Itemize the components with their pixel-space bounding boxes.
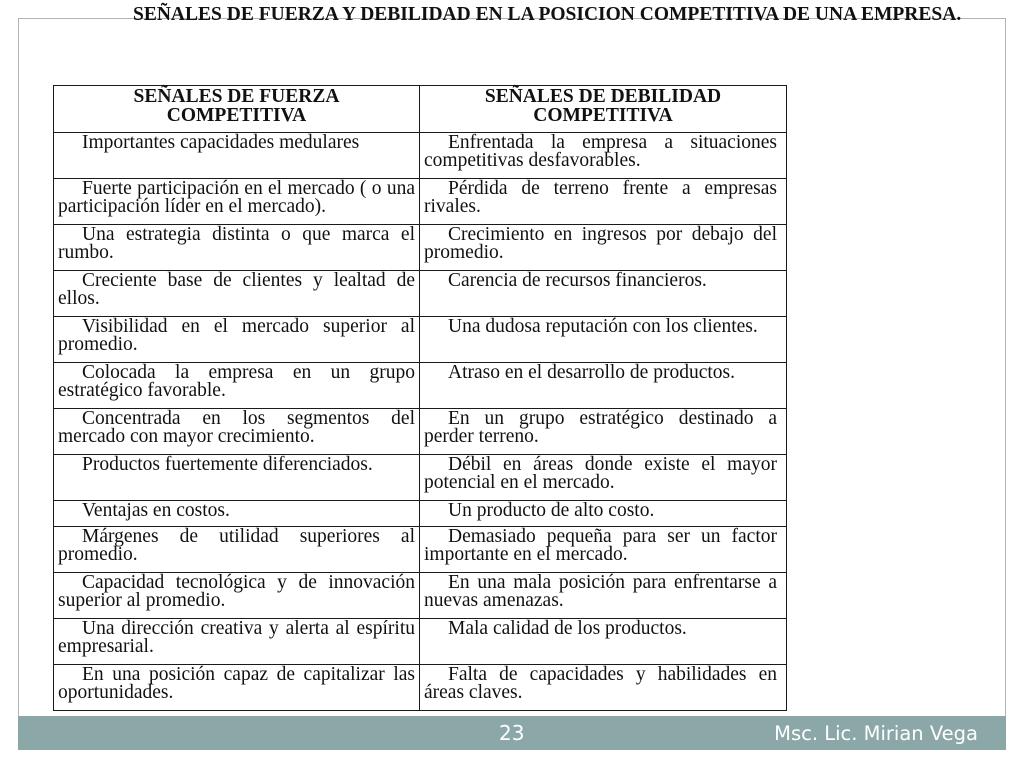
weakness-cell: En un grupo estratégico destinado a perder terreno.: [420, 409, 787, 455]
table-row: [54, 133, 787, 179]
weakness-cell: Mala calidad de los productos.: [420, 619, 787, 665]
strength-cell: Márgenes de utilidad superiores al promedio.: [54, 527, 420, 573]
table-row: [54, 527, 787, 573]
weakness-cell: Una dudosa reputación con los clientes.: [420, 317, 787, 363]
table-row: [54, 573, 787, 619]
table-row: [54, 665, 787, 711]
table-head: [54, 86, 787, 133]
table-header-row: [54, 86, 787, 133]
weaknesses-header: SEÑALES DE DEBILIDAD COMPETITIVA: [420, 86, 787, 133]
weakness-cell: Demasiado pequeña para ser un factor importante en el mercado.: [420, 527, 787, 573]
signals-table: [53, 85, 787, 711]
author-name: Msc. Lic. Mirian Vega: [774, 722, 978, 745]
table-row: [54, 271, 787, 317]
table-row: [54, 363, 787, 409]
weakness-cell: Débil en áreas donde existe el mayor potencial en el mercado.: [420, 455, 787, 501]
weakness-cell: En una mala posición para enfrentarse a nuevas amenazas.: [420, 573, 787, 619]
strength-cell: Visibilidad en el mercado superior al promedio.: [54, 317, 420, 363]
strength-cell: Colocada la empresa en un grupo estratégico favorable.: [54, 363, 420, 409]
footer-bar: [18, 716, 1006, 750]
table-row: [54, 619, 787, 665]
page-number: 23: [499, 721, 525, 745]
strengths-header: SEÑALES DE FUERZA COMPETITIVA: [54, 86, 420, 133]
weakness-cell: Falta de capacidades y habilidades en áreas claves.: [420, 665, 787, 711]
table-row: [54, 225, 787, 271]
strength-cell: Ventajas en costos.: [54, 501, 420, 527]
strength-cell: Importantes capacidades medulares: [54, 133, 420, 179]
weakness-cell: Atraso en el desarrollo de productos.: [420, 363, 787, 409]
table-row: [54, 317, 787, 363]
weakness-cell: Carencia de recursos financieros.: [420, 271, 787, 317]
strength-cell: Una estrategia distinta o que marca el rumbo.: [54, 225, 420, 271]
strength-cell: Creciente base de clientes y lealtad de ellos.: [54, 271, 420, 317]
strength-cell: Capacidad tecnológica y de innovación superior al promedio.: [54, 573, 420, 619]
strength-cell: Una dirección creativa y alerta al espíritu empresarial.: [54, 619, 420, 665]
strength-cell: Productos fuertemente diferenciados.: [54, 455, 420, 501]
strength-cell: Concentrada en los segmentos del mercado con mayor crecimiento.: [54, 409, 420, 455]
table-row: [54, 179, 787, 225]
weakness-cell: Un producto de alto costo.: [420, 501, 787, 527]
table-body: [54, 133, 787, 711]
weakness-cell: Crecimiento en ingresos por debajo del promedio.: [420, 225, 787, 271]
table-row: [54, 501, 787, 527]
slide-title: SEÑALES DE FUERZA Y DEBILIDAD EN LA POSICION COMPETITIVA DE UNA EMPRESA.: [133, 4, 962, 25]
weakness-cell: Enfrentada la empresa a situaciones competitivas desfavorables.: [420, 133, 787, 179]
strength-cell: En una posición capaz de capitalizar las oportunidades.: [54, 665, 420, 711]
table-row: [54, 455, 787, 501]
strength-cell: Fuerte participación en el mercado ( o una participación líder en el mercado).: [54, 179, 420, 225]
table-row: [54, 409, 787, 455]
weakness-cell: Pérdida de terreno frente a empresas rivales.: [420, 179, 787, 225]
